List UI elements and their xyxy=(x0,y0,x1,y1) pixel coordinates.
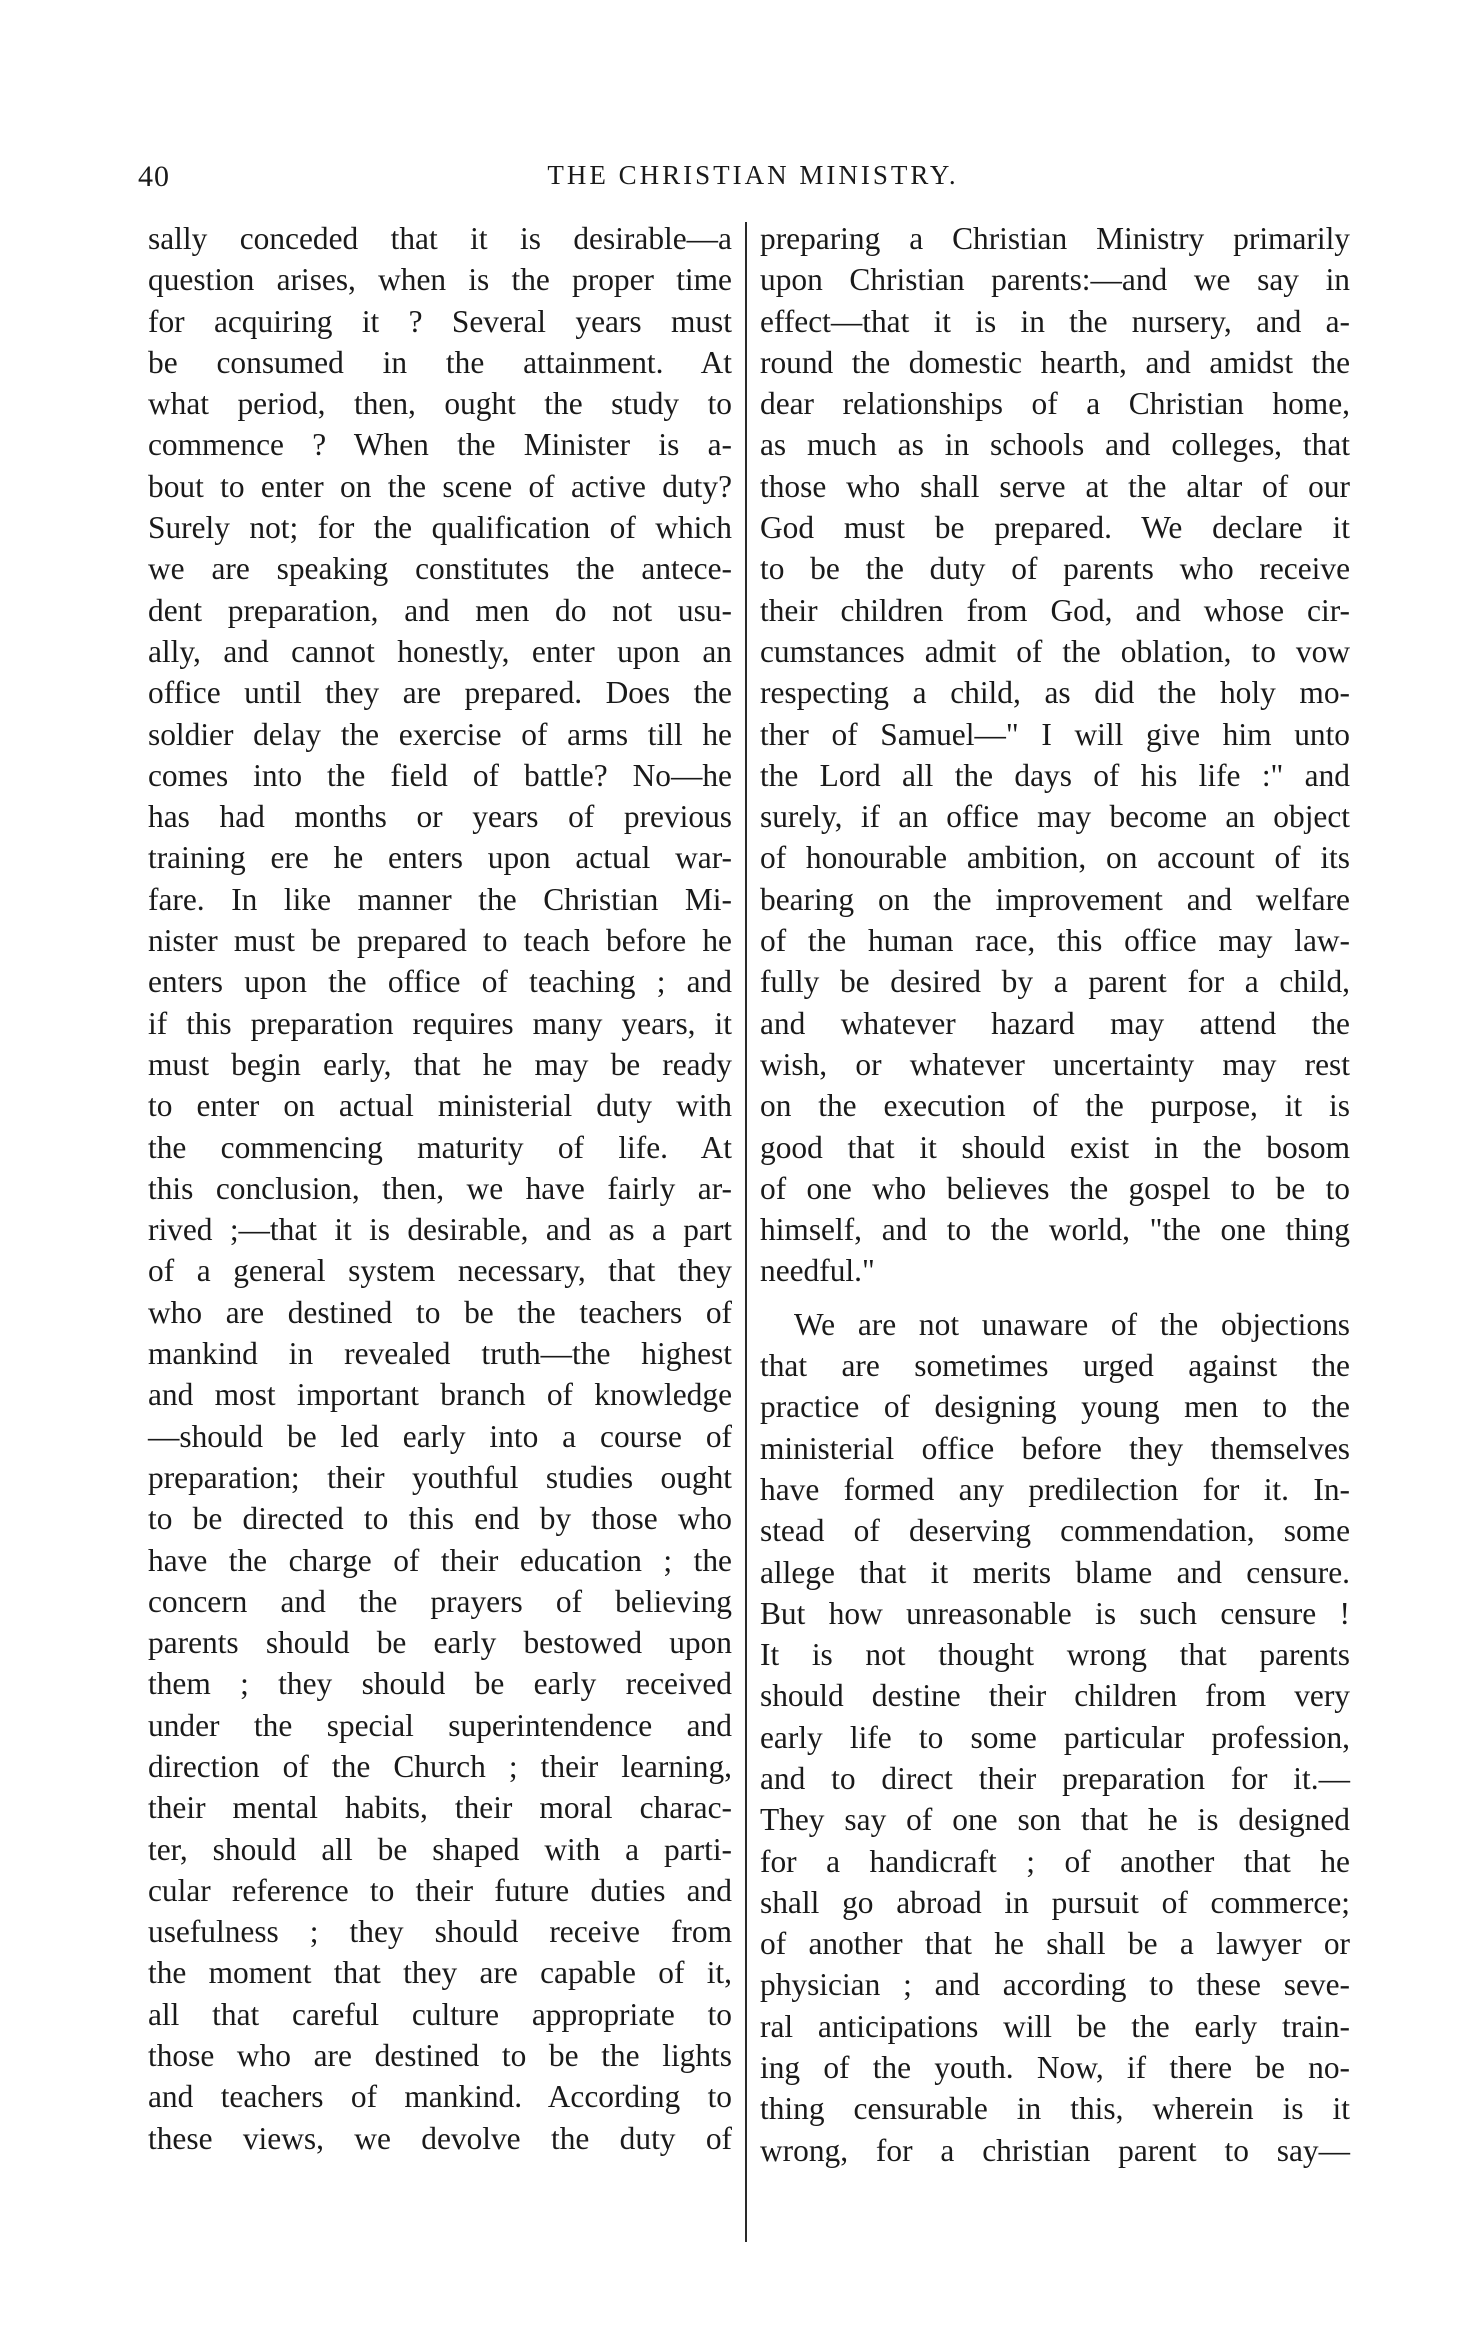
text-line: But how unreasonable is such censure ! xyxy=(760,1595,1350,1631)
text-line: preparing a Christian Ministry primarily xyxy=(760,221,1350,256)
text-line: should destine their children from very xyxy=(760,1678,1350,1714)
text-line: the Lord all the days of his life :" and xyxy=(760,757,1350,793)
text-line: and most important branch of knowledge xyxy=(148,1377,732,1413)
text-line: ral anticipations will be the early train- xyxy=(760,2008,1350,2044)
text-line: to be the duty of parents who receive xyxy=(760,551,1350,587)
text-line: of honourable ambition, on account of its xyxy=(760,840,1350,876)
text-line: stead of deserving commendation, some xyxy=(760,1513,1350,1549)
text-line: what period, then, ought the study to xyxy=(148,386,732,422)
text-line: the commencing maturity of life. At xyxy=(148,1129,732,1165)
column-divider-rule xyxy=(745,222,747,2242)
text-line: have the charge of their education ; the xyxy=(148,1542,732,1578)
text-line: good that it should exist in the bosom xyxy=(760,1129,1350,1165)
page-number: 40 xyxy=(138,160,170,193)
text-line: parents should be early bestowed upon xyxy=(148,1625,732,1661)
text-line: these views, we devolve the duty of xyxy=(148,2120,732,2156)
text-line: ing of the youth. Now, if there be no- xyxy=(760,2050,1350,2086)
text-line: fare. In like manner the Christian Mi- xyxy=(148,881,732,917)
text-line: dent preparation, and men do not usu- xyxy=(148,592,732,628)
text-line: respecting a child, as did the holy mo- xyxy=(760,675,1350,711)
text-line: their mental habits, their moral charac- xyxy=(148,1790,732,1826)
text-line: dear relationships of a Christian home, xyxy=(760,386,1350,422)
text-line: sally conceded that it is desirable—a xyxy=(148,221,732,256)
text-line: wish, or whatever uncertainty may rest xyxy=(760,1046,1350,1082)
text-line: cumstances admit of the oblation, to vow xyxy=(760,633,1350,669)
text-line: and to direct their preparation for it.— xyxy=(760,1760,1350,1796)
text-line: effect—that it is in the nursery, and a- xyxy=(760,303,1350,339)
text-line: those who shall serve at the altar of our xyxy=(760,468,1350,504)
text-line: and teachers of mankind. According to xyxy=(148,2079,732,2115)
right-text-column xyxy=(760,218,1350,2171)
text-line: of one who believes the gospel to be to xyxy=(760,1170,1350,1206)
text-line: to enter on actual ministerial duty with xyxy=(148,1088,732,1124)
text-line: concern and the prayers of believing xyxy=(148,1583,732,1619)
text-line: bout to enter on the scene of active duty? xyxy=(148,468,732,504)
text-line: of a general system necessary, that they xyxy=(148,1253,732,1289)
text-line: have formed any predilection for it. In- xyxy=(760,1471,1350,1507)
text-line: question arises, when is the proper time xyxy=(148,262,732,298)
text-line: physician ; and according to these seve- xyxy=(760,1967,1350,2003)
text-line: as much as in schools and colleges, that xyxy=(760,427,1350,463)
text-line: God must be prepared. We declare it xyxy=(760,510,1350,546)
text-line: them ; they should be early received xyxy=(148,1666,732,1702)
text-line: We are not unaware of the objections xyxy=(794,1306,1350,1342)
text-line: usefulness ; they should receive from xyxy=(148,1914,732,1950)
text-line: mankind in revealed truth—the highest xyxy=(148,1336,732,1372)
text-line: enters upon the office of teaching ; and xyxy=(148,964,732,1000)
text-line: —should be led early into a course of xyxy=(148,1418,732,1454)
text-line: this conclusion, then, we have fairly ar- xyxy=(148,1170,732,1206)
text-line: their children from God, and whose cir- xyxy=(760,592,1350,628)
text-line: upon Christian parents:—and we say in xyxy=(760,262,1350,298)
text-line: of another that he shall be a lawyer or xyxy=(760,1926,1350,1962)
text-line: surely, if an office may become an object xyxy=(760,799,1350,835)
text-line: all that careful culture appropriate to xyxy=(148,1996,732,2032)
text-line: ministerial office before they themselves xyxy=(760,1430,1350,1466)
text-line: nister must be prepared to teach before he xyxy=(148,923,732,959)
text-line: himself, and to the world, "the one thing xyxy=(760,1212,1350,1248)
text-line: be consumed in the attainment. At xyxy=(148,344,732,380)
text-line: bearing on the improvement and welfare xyxy=(760,881,1350,917)
text-line: under the special superintendence and xyxy=(148,1707,732,1743)
paragraph-gap xyxy=(760,1292,1350,1304)
text-line: early life to some particular profession, xyxy=(760,1719,1350,1755)
text-line: ter, should all be shaped with a parti- xyxy=(148,1831,732,1867)
running-head xyxy=(138,160,1258,206)
text-line: direction of the Church ; their learning, xyxy=(148,1748,732,1784)
text-line: training ere he enters upon actual war- xyxy=(148,840,732,876)
text-line: if this preparation requires many years, it xyxy=(148,1005,732,1041)
text-line: Surely not; for the qualification of which xyxy=(148,510,732,546)
text-line: soldier delay the exercise of arms till he xyxy=(148,716,732,752)
text-line: round the domestic hearth, and amidst the xyxy=(760,344,1350,380)
text-line: that are sometimes urged against the xyxy=(760,1348,1350,1384)
text-line: They say of one son that he is designed xyxy=(760,1802,1350,1838)
text-line: must begin early, that he may be ready xyxy=(148,1046,732,1082)
text-line: thing censurable in this, wherein is it xyxy=(760,2091,1350,2127)
text-line: to be directed to this end by those who xyxy=(148,1501,732,1537)
text-line: ally, and cannot honestly, enter upon an xyxy=(148,633,732,669)
text-line: for a handicraft ; of another that he xyxy=(760,1843,1350,1879)
text-line: those who are destined to be the lights xyxy=(148,2038,732,2074)
text-line: needful." xyxy=(760,1253,875,1289)
text-line: rived ;—that it is desirable, and as a part xyxy=(148,1212,732,1248)
text-line: It is not thought wrong that parents xyxy=(760,1637,1350,1673)
text-line: has had months or years of previous xyxy=(148,799,732,835)
text-line: preparation; their youthful studies ought xyxy=(148,1459,732,1495)
text-line: who are destined to be the teachers of xyxy=(148,1294,732,1330)
text-line: cular reference to their future duties and xyxy=(148,1872,732,1908)
text-line: we are speaking constitutes the antece- xyxy=(148,551,732,587)
text-line: fully be desired by a parent for a child, xyxy=(760,964,1350,1000)
text-line: ther of Samuel—" I will give him unto xyxy=(760,716,1350,752)
text-line: wrong, for a christian parent to say— xyxy=(760,2132,1350,2168)
text-line: commence ? When the Minister is a- xyxy=(148,427,732,463)
text-line: office until they are prepared. Does the xyxy=(148,675,732,711)
text-line: comes into the field of battle? No—he xyxy=(148,757,732,793)
text-line: practice of designing young men to the xyxy=(760,1389,1350,1425)
text-line: for acquiring it ? Several years must xyxy=(148,303,732,339)
left-text-column xyxy=(148,218,732,2159)
running-title: THE CHRISTIAN MINISTRY. xyxy=(547,160,959,190)
text-line: shall go abroad in pursuit of commerce; xyxy=(760,1884,1350,1920)
text-line: and whatever hazard may attend the xyxy=(760,1005,1350,1041)
text-line: the moment that they are capable of it, xyxy=(148,1955,732,1991)
text-line: of the human race, this office may law- xyxy=(760,923,1350,959)
text-line: on the execution of the purpose, it is xyxy=(760,1088,1350,1124)
text-line: allege that it merits blame and censure. xyxy=(760,1554,1350,1590)
